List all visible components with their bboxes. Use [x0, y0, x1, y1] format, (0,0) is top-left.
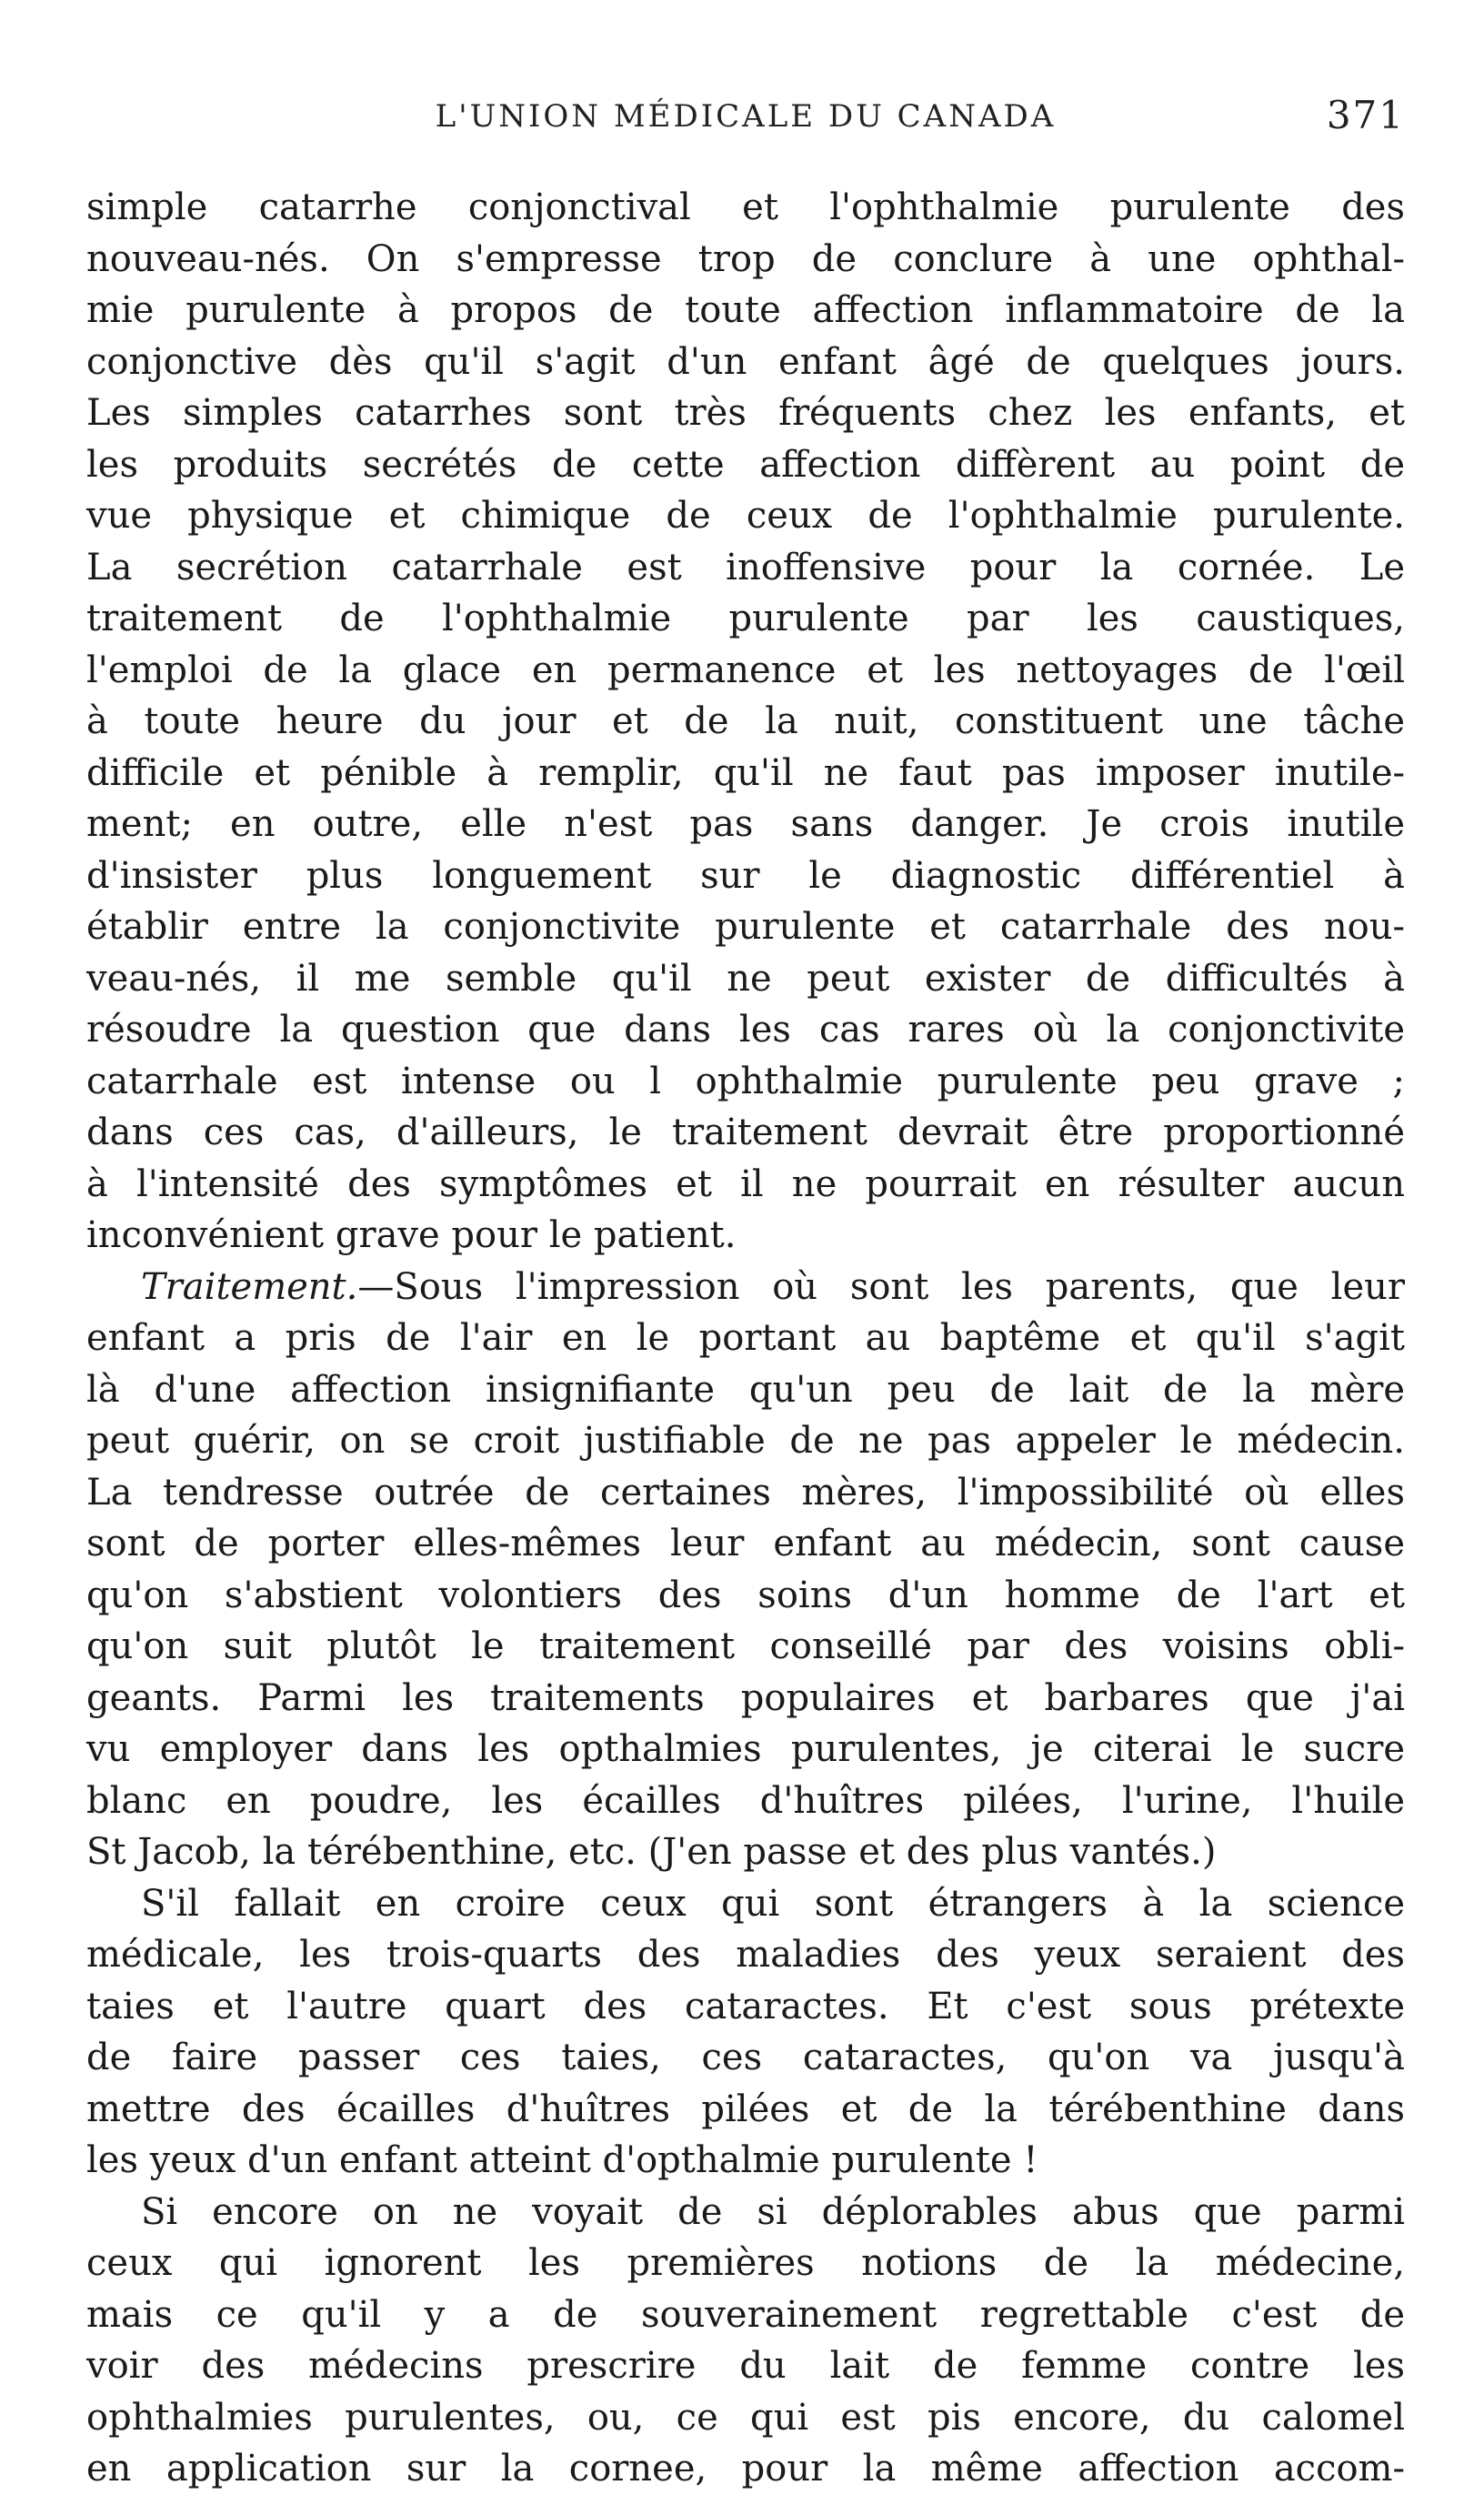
- text-line: de faire passer ces taies, ces cataractes, qu'on va jusqu'à: [86, 2037, 1405, 2078]
- text-line: établir entre la conjonctivite purulente et catarrhale des nou-: [86, 906, 1405, 948]
- page-number: 371: [1326, 93, 1405, 137]
- text-line: là d'une affection insignifiante qu'un peu de lait de la mère: [86, 1368, 1405, 1411]
- text-line: vu employer dans les opthalmies purulentes, je citerai le sucre: [86, 1728, 1405, 1770]
- running-head: [86, 93, 1405, 153]
- text-line: S'il fallait en croire ceux qui sont étrangers à la science: [141, 1882, 1405, 1925]
- text-line: La secrétion catarrhale est inoffensive pour la cornée. Le: [86, 546, 1405, 589]
- text-line: nouveau-nés. On s'empresse trop de conclure à une ophthal-: [86, 237, 1405, 280]
- text-line: ceux qui ignorent les premières notions de la médecine,: [86, 2242, 1405, 2284]
- text-line: difficile et pénible à remplir, qu'il ne faut pas imposer inutile-: [86, 751, 1405, 794]
- text-line: mie purulente à propos de toute affection inflammatoire de la: [86, 289, 1405, 331]
- text-line: ophthalmies purulentes, ou, ce qui est pis encore, du calomel: [86, 2396, 1405, 2439]
- text-line: ment; en outre, elle n'est pas sans danger. Je crois inutile: [86, 803, 1405, 845]
- text-line: d'insister plus longuement sur le diagnostic différentiel à: [86, 854, 1405, 897]
- text-line: sont de porter elles-mêmes leur enfant au médecin, sont cause: [86, 1523, 1405, 1564]
- text-line: blanc en poudre, les écailles d'huîtres pilées, l'urine, l'huile: [86, 1779, 1405, 1822]
- text-line: mettre des écailles d'huîtres pilées et de la térébenthine dans: [86, 2088, 1405, 2130]
- section-heading: Traitement.: [141, 1265, 358, 1308]
- text-line: l'emploi de la glace en permanence et les nettoyages de l'œil: [86, 649, 1405, 691]
- text-line: à toute heure du jour et de la nuit, constituent une tâche: [86, 700, 1405, 742]
- text-line: geants. Parmi les traitements populaires et barbares que j'ai: [86, 1676, 1405, 1719]
- text-line: les yeux d'un enfant atteint d'opthalmie purulente !: [86, 2139, 1038, 2181]
- text-line: qu'on s'abstient volontiers des soins d'un homme de l'art et: [86, 1574, 1405, 1616]
- text-line: St Jacob, la térébenthine, etc. (J'en passe et des plus vantés.): [86, 1831, 1217, 1873]
- text-line: taies et l'autre quart des cataractes. Et c'est sous prétexte: [86, 1985, 1405, 2027]
- text-line: veau-nés, il me semble qu'il ne peut exister de difficultés à: [86, 957, 1405, 1000]
- text-line: enfant a pris de l'air en le portant au baptême et qu'il s'agit: [86, 1317, 1405, 1359]
- text-line: voir des médecins prescrire du lait de femme contre les: [86, 2345, 1405, 2387]
- body-text: [86, 182, 1405, 2495]
- text-line: les produits secrétés de cette affection diffèrent au point de: [86, 443, 1405, 486]
- text-line: Traitement.—Sous l'impression où sont les parents, que leur: [141, 1265, 1405, 1308]
- text-line: à l'intensité des symptômes et il ne pourrait en résulter aucun: [86, 1162, 1405, 1205]
- text-line: médicale, les trois-quarts des maladies des yeux seraient des: [86, 1934, 1405, 1976]
- text-line: La tendresse outrée de certaines mères, l'impossibilité où elles: [86, 1471, 1405, 1514]
- text-line: résoudre la question que dans les cas rares où la conjonctivite: [86, 1009, 1405, 1051]
- text-line: inconvénient grave pour le patient.: [86, 1214, 737, 1256]
- text-line: traitement de l'ophthalmie purulente par les caustiques,: [86, 598, 1405, 639]
- text-line: dans ces cas, d'ailleurs, le traitement devrait être proportionné: [86, 1112, 1405, 1153]
- text-line: Les simples catarrhes sont très fréquents chez les enfants, et: [86, 392, 1405, 434]
- text-line: peut guérir, on se croit justifiable de ne pas appeler le médecin.: [86, 1420, 1405, 1462]
- text-line: simple catarrhe conjonctival et l'ophthalmie purulente des: [86, 186, 1405, 228]
- text-line: vue physique et chimique de ceux de l'ophthalmie purulente.: [86, 495, 1405, 537]
- text-line: en application sur la cornee, pour la même affection accom-: [86, 2448, 1405, 2490]
- journal-title: L'UNION MÉDICALE DU CANADA: [435, 98, 1057, 135]
- text-line: conjonctive dès qu'il s'agit d'un enfant âgé de quelques jours.: [86, 340, 1405, 383]
- text-line: mais ce qu'il y a de souverainement regrettable c'est de: [86, 2293, 1405, 2336]
- text-line: qu'on suit plutôt le traitement conseillé par des voisins obli-: [86, 1625, 1405, 1667]
- text-line: catarrhale est intense ou l ophthalmie purulente peu grave ;: [86, 1060, 1405, 1102]
- text-line: Si encore on ne voyait de si déplorables abus que parmi: [141, 2190, 1405, 2233]
